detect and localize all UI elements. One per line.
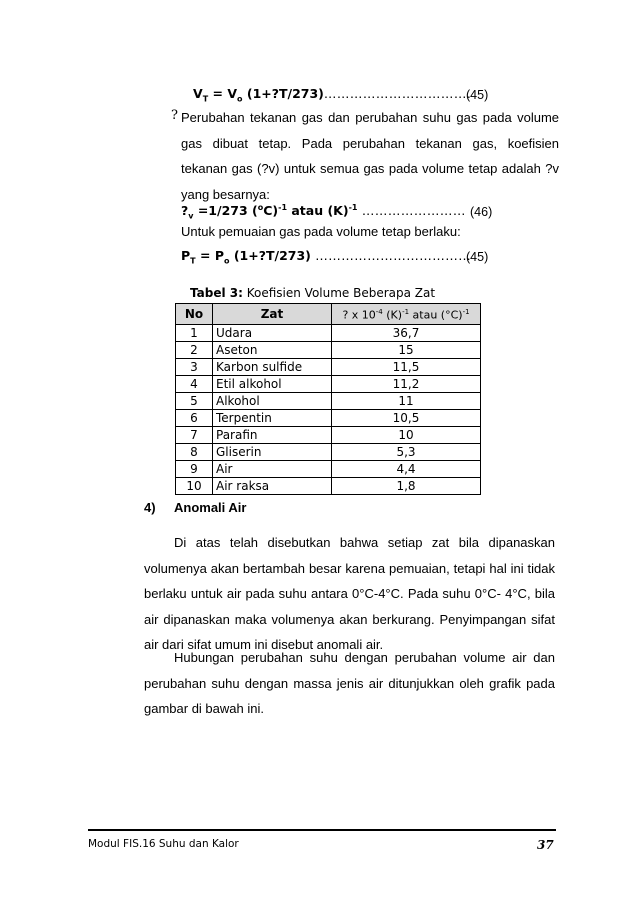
- bullet-symbol: ?: [171, 108, 178, 123]
- table-caption: Tabel 3: Koefisien Volume Beberapa Zat: [190, 286, 436, 300]
- cell-no: 7: [176, 426, 213, 443]
- table-row: [176, 324, 481, 341]
- table-row: [176, 409, 481, 426]
- coefficient-table: [175, 303, 481, 495]
- footer-divider: [88, 829, 556, 831]
- section-number: 4): [144, 500, 156, 515]
- cell-zat: Terpentin: [213, 409, 332, 426]
- page-number: 37: [537, 838, 554, 852]
- cell-value: 5,3: [332, 443, 481, 460]
- cell-zat: Udara: [213, 324, 332, 341]
- section-title: Anomali Air: [174, 500, 247, 515]
- cell-value: 36,7: [332, 324, 481, 341]
- equation-gamma-v: $?_v =1/273$ $(^oC)^{-1}$ atau $(K)^{-1}$ ……………………: [181, 203, 466, 221]
- paragraph-anomali: Di atas telah disebutkan bahwa setiap zat bila dipanaskan volumenya akan bertambah besar karena pemuaian, tetapi hal ini tidak berlaku untuk air pada suhu antara 0°C-4°C. Pada suhu 0°C- 4°C, bila air dipanaskan maka volumenya akan berkurang. Penyimpangan sifat air dari sifat umum ini disebut anomali air.: [144, 535, 555, 652]
- cell-zat: Parafin: [213, 426, 332, 443]
- cell-no: 1: [176, 324, 213, 341]
- header-value: ? x $10^{-4}$ $(K)^{-1}$ atau $(^\circ C)^{-1}$: [332, 304, 481, 325]
- cell-zat: Air: [213, 460, 332, 477]
- table-row: [176, 426, 481, 443]
- cell-no: 3: [176, 358, 213, 375]
- cell-zat: Aseton: [213, 341, 332, 358]
- cell-no: 4: [176, 375, 213, 392]
- table-row: [176, 358, 481, 375]
- cell-no: 5: [176, 392, 213, 409]
- cell-value: 1,8: [332, 477, 481, 494]
- cell-zat: Gliserin: [213, 443, 332, 460]
- equation-pt: $P_T = P_o$ (1+?T/273) ………………………………: [181, 248, 472, 266]
- table-row: [176, 477, 481, 494]
- cell-value: 15: [332, 341, 481, 358]
- table-row: [176, 375, 481, 392]
- cell-zat: Karbon sulfide: [213, 358, 332, 375]
- cell-no: 9: [176, 460, 213, 477]
- cell-no: 8: [176, 443, 213, 460]
- equation-vt: $V_T = V_o$ (1+?T/273)…………………………….: [193, 86, 472, 104]
- cell-value: 11,2: [332, 375, 481, 392]
- cell-zat: Etil alkohol: [213, 375, 332, 392]
- cell-zat: Alkohol: [213, 392, 332, 409]
- cell-value: 11,5: [332, 358, 481, 375]
- coefficient-table-wrapper: [175, 303, 481, 495]
- equation-number-46: (46): [470, 205, 493, 219]
- table-row: [176, 392, 481, 409]
- cell-value: 10: [332, 426, 481, 443]
- table-row: [176, 460, 481, 477]
- equation-number-45b: (45): [466, 250, 489, 264]
- pemuaian-text: Untuk pemuaian gas pada volume tetap berlaku:: [181, 224, 461, 239]
- header-zat: Zat: [213, 304, 332, 325]
- cell-no: 10: [176, 477, 213, 494]
- cell-value: 11: [332, 392, 481, 409]
- footer-module-title: Modul FIS.16 Suhu dan Kalor: [88, 838, 239, 850]
- cell-value: 4,4: [332, 460, 481, 477]
- cell-no: 6: [176, 409, 213, 426]
- header-no: No: [176, 304, 213, 325]
- cell-no: 2: [176, 341, 213, 358]
- table-row: [176, 443, 481, 460]
- table-row: [176, 341, 481, 358]
- cell-zat: Air raksa: [213, 477, 332, 494]
- equation-number-45a: (45): [466, 88, 489, 102]
- paragraph-hubungan: Hubungan perubahan suhu dengan perubahan volume air dan perubahan suhu dengan massa jenis air ditunjukkan oleh grafik pada gambar di bawah ini.: [144, 650, 555, 716]
- cell-value: 10,5: [332, 409, 481, 426]
- table-header-row: [176, 304, 481, 325]
- paragraph-perubahan: Perubahan tekanan gas dan perubahan suhu gas pada volume gas dibuat tetap. Pada perubahan tekanan gas, koefisien tekanan gas (?v) untuk semua gas pada volume tetap adalah ?v yang besarnya:: [181, 110, 559, 202]
